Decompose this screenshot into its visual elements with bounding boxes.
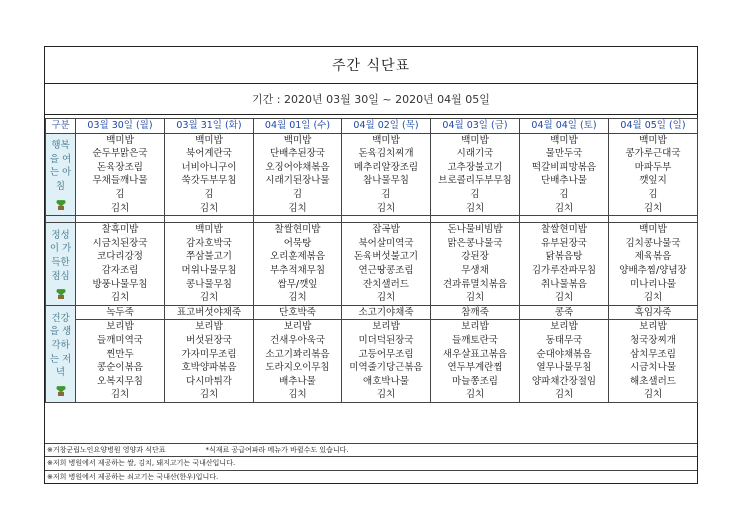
meal-cell — [254, 320, 342, 403]
menu-item: 방풍나물무침 — [92, 278, 148, 290]
menu-item: 돈육버섯불고기 — [353, 251, 419, 263]
meal-cell — [76, 133, 165, 216]
menu-item: 물만두국 — [545, 148, 583, 160]
menu-item: 배추나물 — [279, 375, 316, 387]
menu-item: 보리밥 — [550, 321, 578, 333]
meal-cell — [254, 223, 342, 306]
menu-item: 잔치샐러드 — [363, 278, 409, 290]
menu-item: 김치 — [465, 292, 485, 304]
note-text: *식재료 공급여파라 메뉴가 바뀔수도 있습니다. — [205, 445, 349, 454]
spacer-cell — [520, 216, 609, 223]
menu-item: 김치 — [199, 389, 219, 401]
menu-item: 북어살미역국 — [358, 237, 414, 249]
porridge-cell: 녹두죽 — [76, 305, 165, 320]
menu-item: 김치 — [288, 389, 307, 401]
spacer-row — [46, 216, 698, 223]
spacer-cell — [76, 216, 165, 223]
menu-item: 감자호박국 — [186, 237, 232, 249]
menu-item: 찰쌀현미밥 — [541, 224, 587, 236]
menu-item: 김 — [204, 188, 214, 200]
period-text: 기간 : 2020년 03월 30일 ~ 2020년 04월 05일 — [45, 83, 697, 115]
menu-item: 백미밥 — [550, 134, 578, 146]
menu-item: 강된장 — [461, 251, 489, 263]
menu-sheet — [44, 46, 698, 484]
menu-item: 오징어야채볶음 — [265, 161, 330, 173]
menu-item: 시금치된장국 — [92, 237, 148, 249]
meal-cell — [254, 133, 342, 216]
spacer-cell — [46, 216, 76, 223]
menu-item: 열무나물무침 — [536, 362, 592, 374]
menu-item: 시래기국 — [456, 148, 494, 160]
note-text: ※거창군립노인요양병원 영양과 식단표 — [47, 445, 166, 454]
menu-item: 보리밥 — [283, 321, 312, 333]
porridge-row — [46, 305, 698, 320]
menu-item: 미역줄기당근볶음 — [349, 362, 423, 374]
header-label: 구분 — [46, 119, 76, 134]
note-line — [45, 470, 697, 484]
menu-item: 맑은콩나물국 — [447, 237, 503, 249]
header-row — [46, 119, 698, 134]
meal-label-text: 행복을 여는 아침 — [49, 140, 72, 192]
menu-item: 콩순이볶음 — [97, 362, 143, 374]
note-line — [45, 456, 697, 470]
porridge-cell: 소고기야채죽 — [342, 305, 431, 320]
menu-item: 소고기꽈리볶음 — [265, 348, 330, 360]
menu-item: 김치 — [554, 202, 574, 214]
meal-row — [46, 223, 698, 306]
meal-label — [46, 305, 76, 402]
menu-item: 김 — [381, 188, 391, 200]
menu-item: 오리훈제볶음 — [269, 251, 326, 263]
menu-item: 보리밥 — [461, 321, 489, 333]
menu-item: 양배추찜/양념장 — [619, 264, 687, 276]
menu-item: 단배추된장국 — [269, 148, 326, 160]
porridge-cell: 콩죽 — [520, 305, 609, 320]
menu-item: 김치 — [643, 292, 663, 304]
menu-item: 미나리나물 — [630, 278, 676, 290]
meal-cell — [165, 133, 254, 216]
meal-cell — [431, 133, 520, 216]
menu-item: 청국장찌개 — [630, 334, 676, 346]
menu-item: 브로콜리두부무침 — [438, 175, 512, 187]
menu-item: 들깨미역국 — [97, 334, 143, 346]
day-header: 04월 01일 (수) — [254, 119, 342, 134]
menu-item: 보리밥 — [195, 321, 223, 333]
meal-cell — [431, 320, 520, 403]
menu-item: 김치 — [643, 202, 663, 214]
meal-cell — [520, 320, 609, 403]
menu-item: 시금치나물 — [630, 362, 676, 374]
note-text: ※저희 병원에서 제공하는 쌀, 김치, 돼지고기는 국내산입니다. — [47, 459, 236, 467]
porridge-cell: 단호박죽 — [254, 305, 342, 320]
menu-item: 견과류멸치볶음 — [442, 278, 508, 290]
menu-item: 잡곡밥 — [372, 224, 400, 236]
meal-row — [46, 320, 698, 403]
menu-item: 마파두부 — [634, 161, 672, 173]
menu-item: 시래기된장나물 — [265, 175, 330, 187]
menu-item: 김치 — [554, 292, 574, 304]
menu-item: 고등어무조림 — [358, 348, 414, 360]
menu-item: 호박양파볶음 — [181, 362, 237, 374]
menu-item: 김치 — [554, 389, 574, 401]
meal-cell — [342, 133, 431, 216]
page-title: 주간 식단표 — [45, 47, 697, 84]
menu-item: 너비아니구이 — [181, 161, 237, 173]
spacer-cell — [254, 216, 342, 223]
menu-item: 찰쌀현미밥 — [274, 224, 321, 236]
menu-item: 김치 — [376, 202, 396, 214]
menu-item: 들깨토란국 — [452, 334, 498, 346]
meal-cell — [76, 223, 165, 306]
menu-item: 도라지오이무침 — [265, 362, 330, 374]
menu-item: 찰흑미밥 — [101, 224, 139, 236]
menu-item: 김치 — [465, 202, 485, 214]
menu-item: 백미밥 — [461, 134, 489, 146]
meal-cell — [342, 223, 431, 306]
menu-item: 돈육김치찌개 — [358, 148, 414, 160]
menu-item: 어묵탕 — [283, 237, 312, 249]
menu-item: 보리밥 — [639, 321, 667, 333]
menu-item: 김치 — [288, 292, 307, 304]
menu-item: 백미밥 — [639, 224, 667, 236]
menu-item: 무생채 — [461, 264, 489, 276]
meal-cell — [609, 133, 698, 216]
meal-label-text: 정성이 가득한 점심 — [49, 229, 72, 282]
meal-cell — [342, 320, 431, 403]
menu-item: 애호박나물 — [363, 375, 409, 387]
menu-item: 유부된장국 — [541, 237, 587, 249]
menu-table — [45, 118, 698, 403]
note-line — [45, 443, 697, 457]
menu-item: 떡갈비피망볶음 — [531, 161, 597, 173]
menu-item: 동태무국 — [545, 334, 583, 346]
plant-icon — [55, 198, 67, 210]
menu-item: 김치 — [199, 202, 219, 214]
day-header: 04월 05일 (일) — [609, 119, 698, 134]
menu-item: 건새우아욱국 — [269, 334, 326, 346]
menu-item: 북어계란국 — [186, 148, 232, 160]
menu-item: 단배추나물 — [541, 175, 587, 187]
meal-cell — [609, 320, 698, 403]
menu-item: 김 — [648, 188, 658, 200]
menu-item: 코다리강정 — [97, 251, 143, 263]
porridge-cell: 흑임자죽 — [609, 305, 698, 320]
meal-cell — [609, 223, 698, 306]
meal-label — [46, 133, 76, 216]
menu-item: 김가루잔파무침 — [531, 264, 597, 276]
menu-item: 쑥갓두부무침 — [181, 175, 237, 187]
menu-item: 쌈무/깻잎 — [277, 278, 318, 290]
meal-cell — [431, 223, 520, 306]
menu-item: 김치콩나물국 — [625, 237, 681, 249]
menu-item: 김 — [470, 188, 480, 200]
menu-item: 메추리알장조림 — [353, 161, 419, 173]
menu-item: 찐만두 — [106, 348, 134, 360]
meal-label-text: 건강을 생각하는 저녁 — [49, 312, 72, 379]
menu-item: 감자조림 — [101, 264, 139, 276]
menu-item: 돈나물비빔밥 — [447, 224, 503, 236]
day-header: 04월 04일 (토) — [520, 119, 609, 134]
menu-item: 김치 — [643, 389, 663, 401]
spacer-cell — [165, 216, 254, 223]
meal-cell — [76, 320, 165, 403]
menu-item: 부추적채무침 — [269, 264, 326, 276]
spacer-cell — [342, 216, 431, 223]
menu-item: 무채들깨나물 — [92, 175, 148, 187]
menu-item: 김치 — [288, 202, 307, 214]
menu-item: 제육볶음 — [634, 251, 672, 263]
menu-item: 해초샐러드 — [630, 375, 676, 387]
menu-item: 새우살표고볶음 — [442, 348, 508, 360]
menu-item: 순대야채볶음 — [536, 348, 592, 360]
menu-item: 백미밥 — [372, 134, 400, 146]
menu-item: 보리밥 — [372, 321, 400, 333]
menu-item: 김치 — [199, 292, 219, 304]
day-header: 04월 03일 (금) — [431, 119, 520, 134]
menu-item: 백미밥 — [195, 134, 223, 146]
menu-item: 김치 — [110, 389, 130, 401]
menu-item: 백미밥 — [106, 134, 134, 146]
menu-item: 취나물볶음 — [541, 278, 587, 290]
meal-cell — [165, 320, 254, 403]
menu-item: 쭈삼불고기 — [186, 251, 232, 263]
day-header: 03월 31일 (화) — [165, 119, 254, 134]
menu-item: 김 — [292, 188, 303, 200]
menu-item: 참나물무침 — [363, 175, 409, 187]
meal-cell — [520, 223, 609, 306]
spacer-cell — [431, 216, 520, 223]
menu-item: 삼치무조림 — [630, 348, 676, 360]
menu-item: 백미밥 — [639, 134, 667, 146]
menu-item: 김치 — [376, 292, 396, 304]
menu-item: 오복지무침 — [97, 375, 143, 387]
menu-item: 깻잎지 — [639, 175, 667, 187]
menu-item: 김치 — [110, 202, 130, 214]
porridge-cell: 표고버섯야채죽 — [165, 305, 254, 320]
menu-item: 연근땅콩조림 — [358, 264, 414, 276]
notes — [45, 443, 697, 484]
spacer-cell — [609, 216, 698, 223]
porridge-cell: 참깨죽 — [431, 305, 520, 320]
meal-row — [46, 133, 698, 216]
menu-item: 양파채간장절임 — [531, 375, 597, 387]
meal-label — [46, 223, 76, 306]
meal-cell — [165, 223, 254, 306]
menu-item: 다시마튀각 — [186, 375, 232, 387]
menu-item: 콩가루근대국 — [625, 148, 681, 160]
meal-cell — [520, 133, 609, 216]
menu-item: 보리밥 — [106, 321, 134, 333]
day-header: 03월 30일 (월) — [76, 119, 165, 134]
menu-item: 콩나물무침 — [186, 278, 232, 290]
menu-item: 백미밥 — [195, 224, 223, 236]
plant-icon — [55, 384, 67, 396]
menu-item: 김 — [559, 188, 569, 200]
menu-item: 순두부맑은국 — [92, 148, 148, 160]
menu-item: 버섯된장국 — [186, 334, 232, 346]
menu-item: 미더덕된장국 — [358, 334, 414, 346]
menu-item: 김치 — [465, 389, 485, 401]
day-header: 04월 02일 (목) — [342, 119, 431, 134]
menu-item: 머위나물무침 — [181, 264, 237, 276]
note-text: ※저희 병원에서 제공하는 쇠고기는 국내산(한우)입니다. — [47, 472, 219, 481]
menu-item: 가자미무조림 — [181, 348, 237, 360]
menu-item: 돈육장조림 — [97, 161, 143, 173]
menu-item: 마늘쫑조림 — [452, 375, 498, 387]
plant-icon — [55, 287, 67, 299]
menu-item: 김치 — [110, 292, 130, 304]
menu-item: 고추장불고기 — [447, 161, 503, 173]
menu-item: 닭볶음탕 — [545, 251, 583, 263]
menu-item: 김 — [115, 188, 125, 200]
menu-item: 김치 — [376, 389, 396, 401]
menu-item: 연두부계란찜 — [447, 362, 503, 374]
menu-item: 백미밥 — [283, 134, 312, 146]
